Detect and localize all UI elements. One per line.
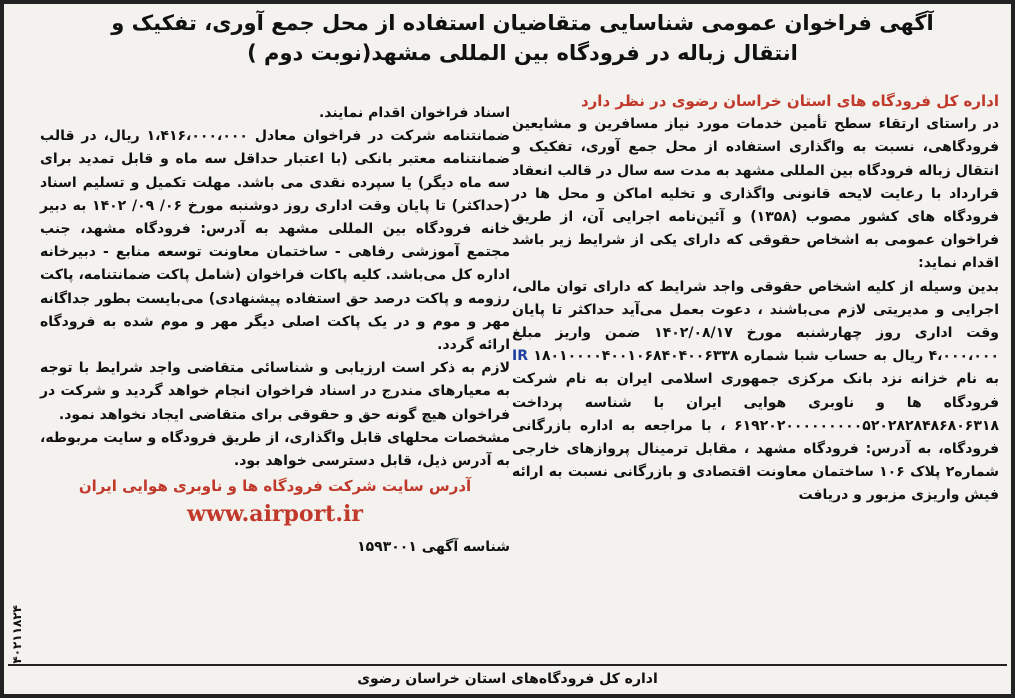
right-column (512, 90, 999, 508)
footer-issuer: اداره کل فرودگاه‌های استان خراسان رضوی (8, 664, 1007, 692)
website-label: آدرس سایت شرکت فرودگاه ها و ناوبری هوایی ایران (78, 477, 472, 496)
ad-title (44, 8, 1001, 68)
invitation-text-a: بدین وسیله از کلیه اشخاص حقوقی واجد شرایط که دارای توان مالی، اجرایی و مدیریتی لازم می‌باشند ، دعوت بعمل می‌آید حداکثر تا پایان وقت اداری روز چهارشنبه مورخ ۱۴۰۲/۰۸/۱۷ ضمن واریز مبلغ ۴،۰۰۰،۰۰۰ ریال به حساب شبا شماره (512, 278, 1000, 365)
left-column (40, 102, 510, 560)
invitation-paragraph (512, 276, 999, 508)
issuer-subhead: اداره کل فرودگاه های استان خراسان رضوی در نظر دارد (580, 92, 999, 110)
iban-number: ۱۸۰۱۰۰۰۰۴۰۰۱۰۶۸۴۰۴۰۰۶۳۳۸ (533, 348, 739, 365)
title-line-2: انتقال زباله در فرودگاه بین المللی مشهد(نوبت دوم ) (247, 41, 798, 65)
intro-paragraph: در راستای ارتقاء سطح تأمین خدمات مورد نیاز مسافرین و مشایعین فرودگاهی، نسبت به واگذاری استفاده از محل جمع آوری، تفکیک و انتقال زباله فرودگاه بین المللی مشهد به مدت سه سال در قالب انعقاد قرارداد با رعایت لایحه قانونی واگذاری و تخلیه اماکن و محل ها در فرودگاه های کشور مصوب (۱۳۵۸) و آئین‌نامه اجرایی آن، از طریق فراخوان عمومی به اشخاص حقوقی که دارای یکی از شرایط زیر باشد اقدام نماید: (512, 116, 999, 272)
title-line-1: آگهی فراخوان عمومی شناسایی متقاضیان استفاده از محل جمع آوری، تفکیک و (111, 11, 934, 35)
ad-identifier: شناسه آگهی ۱۵۹۳۰۰۱ (357, 539, 510, 556)
side-reference-code: ۴۰۲۱۱۸۲۴ (10, 605, 24, 664)
iban-prefix: IR (512, 348, 528, 365)
evaluation-paragraph: لازم به ذکر است ارزیابی و شناسائی متقاضی واجد شرایط با توجه به معیارهای مندرج در اسناد فراخوان انجام خواهد گردید و شرکت در فراخوان هیچ گونه حق و حقوقی برای متقاضی ایجاد نخواهد نمود. (40, 360, 510, 423)
documents-line: اسناد فراخوان اقدام نمایند. (318, 105, 510, 121)
specifications-paragraph: مشخصات محلهای قابل واگذاری، از طریق فرودگاه و سایت مربوطه، به آدرس ذیل، قابل دسترسی خواهد بود. (40, 429, 510, 470)
guarantee-paragraph: ضمانتنامه شرکت در فراخوان معادل ۱،۴۱۶،۰۰۰،۰۰۰ ریال، در قالب ضمانتنامه معتبر بانکی (با اعتبار حداقل سه ماه و قابل تمدید برای سه ماه دیگر) یا سپرده نقدی می باشد. مهلت تکمیل و تسلیم اسناد (حداکثر) تا پایان وقت اداری روز دوشنبه مورخ ۰۶/ ۰۹/ ۱۴۰۲ به دبیر خانه فرودگاه بین المللی مشهد به آدرس: فرودگاه مشهد، جنب مجتمع آموزشی رفاهی - ساختمان معاونت توسعه منابع - دبیرخانه اداره کل می‌باشد. کلیه پاکات فراخوان (شامل پاکت ضمانتنامه، پاکت رزومه و پاکت درصد حق استفاده پیشنهادی) می‌بایست بطور جداگانه مهر و موم و در یک پاکت اصلی دیگر مهر و موم شده به فرودگاه ارائه گردد. (40, 128, 510, 354)
invitation-text-b: به نام خزانه نزد بانک مرکزی جمهوری اسلامی ایران به نام شرکت فرودگاه ها و ناوبری هوایی ایران با شناسه پرداخت ۶۱۹۲۰۲۰۰۰۰۰۰۰۰۰۵۲۰۲۸۲۸۴۸۶۸۰۶۳۱۸ ، با مراجعه به اداره بازرگانی فرودگاه، به آدرس: فرودگاه مشهد ، مقابل ترمینال پروازهای خارجی شماره۲ پلاک ۱۰۶ ساختمان معاونت اقتصادی و بازرگانی نسبت به ارائه فیش واریزی مزبور و دریافت (512, 371, 999, 504)
website-link[interactable]: www.airport.ir (187, 501, 363, 528)
